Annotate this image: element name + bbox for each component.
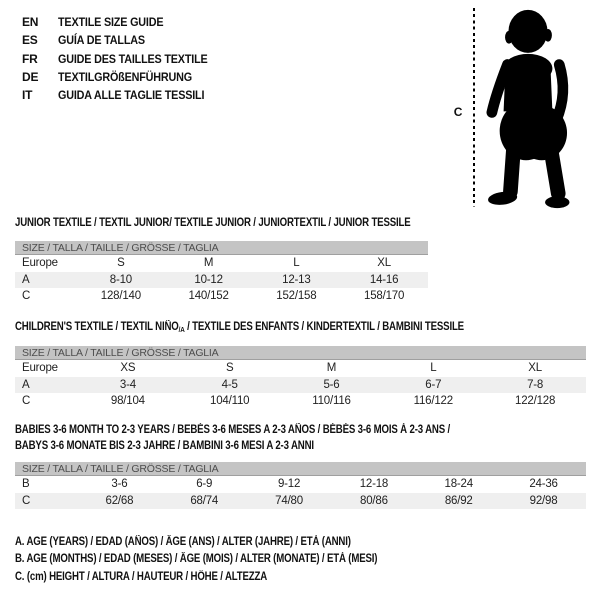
row-label: Europe xyxy=(22,257,58,270)
table-cell: 9-12 xyxy=(277,478,301,491)
table-cell: 14-16 xyxy=(369,273,399,286)
babies-section-title xyxy=(15,423,533,454)
children-title-subscript: /A xyxy=(178,325,185,334)
table-cell: 10-12 xyxy=(194,273,223,286)
footnote-c: C. (cm) HEIGHT / ALTURA / HAUTEUR / HÖHE / ALTEZZA xyxy=(15,570,268,583)
babies-size-header-text: SIZE / TALLA / TAILLE / GRÖSSE / TAGLIA xyxy=(22,462,219,475)
table-cell: M xyxy=(326,362,337,375)
table-cell: 12-18 xyxy=(359,478,389,491)
lang-label: GUIDA ALLE TAGLIE TESSILI xyxy=(58,88,205,103)
table-cell: 8-10 xyxy=(109,273,132,286)
lang-line-fr xyxy=(22,50,224,68)
table-cell: 68/74 xyxy=(190,494,219,507)
row-label: A xyxy=(22,378,30,391)
table-cell: 3-6 xyxy=(111,478,128,491)
table-cell: S xyxy=(117,257,125,270)
table-cell: XS xyxy=(120,362,136,375)
babies-size-table xyxy=(15,476,586,509)
lang-line-es xyxy=(22,31,224,49)
junior-size-table xyxy=(15,255,428,305)
table-cell: 116/122 xyxy=(413,395,453,408)
table-cell: XL xyxy=(377,257,391,270)
table-cell: 80/86 xyxy=(360,494,388,507)
measure-c-label: C xyxy=(453,105,463,119)
babies-title-line2: BABYS 3-6 MONATE BIS 2-3 JAHRE / BAMBINI 3-6 MESI A 2-3 ANNI xyxy=(15,439,314,452)
table-cell: 18-24 xyxy=(444,478,473,491)
height-measure-dotted-line xyxy=(473,8,475,207)
table-cell: 140/152 xyxy=(188,290,229,303)
table-cell: 104/110 xyxy=(210,395,250,408)
lang-label: GUIDE DES TAILLES TEXTILE xyxy=(58,51,208,66)
table-cell: 7-8 xyxy=(527,378,544,391)
lang-code: ES xyxy=(22,33,38,48)
table-cell: 128/140 xyxy=(100,290,141,303)
table-cell: 4-5 xyxy=(221,378,238,391)
table-cell: 6-9 xyxy=(196,478,213,491)
junior-size-header-text: SIZE / TALLA / TAILLE / GRÖSSE / TAGLIA xyxy=(22,241,219,254)
table-cell: 152/158 xyxy=(276,290,317,303)
row-label: C xyxy=(22,494,31,507)
children-section-title xyxy=(15,320,549,338)
children-title-part2: / TEXTILE DES ENFANTS / KINDERTEXTIL / BAMBINI TESSILE xyxy=(184,321,464,333)
lang-label: GUÍA DE TALLAS xyxy=(58,33,145,48)
table-row xyxy=(15,476,586,493)
lang-code: DE xyxy=(22,69,39,84)
table-cell: 122/128 xyxy=(515,395,556,408)
children-section-title-text xyxy=(15,320,464,338)
row-label: Europe xyxy=(22,362,58,375)
row-label: B xyxy=(22,478,30,491)
footnote-legend xyxy=(15,534,446,586)
footnote-a: A. AGE (YEARS) / EDAD (AÑOS) / ÂGE (ANS) / ALTER (JAHRE) / ETÀ (ANNI) xyxy=(15,536,351,548)
lang-label: TEXTILE SIZE GUIDE xyxy=(58,15,164,29)
table-cell: 158/170 xyxy=(364,290,405,303)
footnote-b: B. AGE (MONTHS) / EDAD (MESES) / ÂGE (MOIS) / ALTER (MONATE) / ETÀ (MESI) xyxy=(15,553,378,566)
table-row xyxy=(15,360,586,377)
table-cell: 12-13 xyxy=(282,273,311,286)
table-cell: M xyxy=(203,257,214,270)
table-cell: 5-6 xyxy=(323,378,340,391)
lang-code: IT xyxy=(22,88,33,103)
lang-code: EN xyxy=(22,15,39,29)
table-cell: 86/92 xyxy=(444,494,473,507)
table-cell: 6-7 xyxy=(425,378,442,391)
table-row xyxy=(15,377,586,394)
lang-label: TEXTILGRÖßENFÜHRUNG xyxy=(58,69,192,84)
row-label: C xyxy=(22,395,31,408)
junior-size-header-bar xyxy=(15,241,428,255)
table-row xyxy=(15,255,428,272)
table-cell: 110/116 xyxy=(312,395,351,408)
table-cell: L xyxy=(293,257,300,270)
row-label: A xyxy=(22,273,30,286)
table-cell: 74/80 xyxy=(275,494,303,507)
junior-section-title-text: JUNIOR TEXTILE / TEXTIL JUNIOR/ TEXTILE JUNIOR / JUNIORTEXTIL / JUNIOR TESSILE xyxy=(15,217,411,229)
lang-code: FR xyxy=(22,51,38,66)
table-cell: 98/104 xyxy=(110,395,145,408)
table-cell: S xyxy=(225,362,234,375)
table-row xyxy=(15,393,586,410)
children-size-header-bar xyxy=(15,346,586,360)
table-row xyxy=(15,272,428,289)
table-row xyxy=(15,493,586,510)
table-cell: 3-4 xyxy=(119,378,136,391)
lang-line-de xyxy=(22,68,224,86)
row-label: C xyxy=(22,290,31,303)
junior-section-title xyxy=(15,216,486,232)
table-cell: XL xyxy=(528,362,542,375)
children-title-part1: CHILDREN'S TEXTILE / TEXTIL NIÑO xyxy=(15,321,179,333)
babies-title-line1: BABIES 3-6 MONTH TO 2-3 YEARS / BEBÉS 3-6 MESES A 2-3 AÑOS / BÉBÉS 3-6 MOIS À 2-3 ANS / xyxy=(15,424,451,436)
babies-size-header-bar xyxy=(15,462,586,476)
table-cell: 24-36 xyxy=(529,478,558,491)
children-size-table xyxy=(15,360,586,410)
table-cell: 62/68 xyxy=(105,494,134,507)
lang-line-en xyxy=(22,13,224,31)
lang-line-it xyxy=(22,86,224,104)
toddler-silhouette-icon xyxy=(480,6,575,211)
language-title-block xyxy=(22,13,224,104)
table-row xyxy=(15,288,428,305)
table-cell: L xyxy=(430,362,437,375)
table-cell: 92/98 xyxy=(529,494,558,507)
children-size-header-text: SIZE / TALLA / TAILLE / GRÖSSE / TAGLIA xyxy=(22,346,219,359)
